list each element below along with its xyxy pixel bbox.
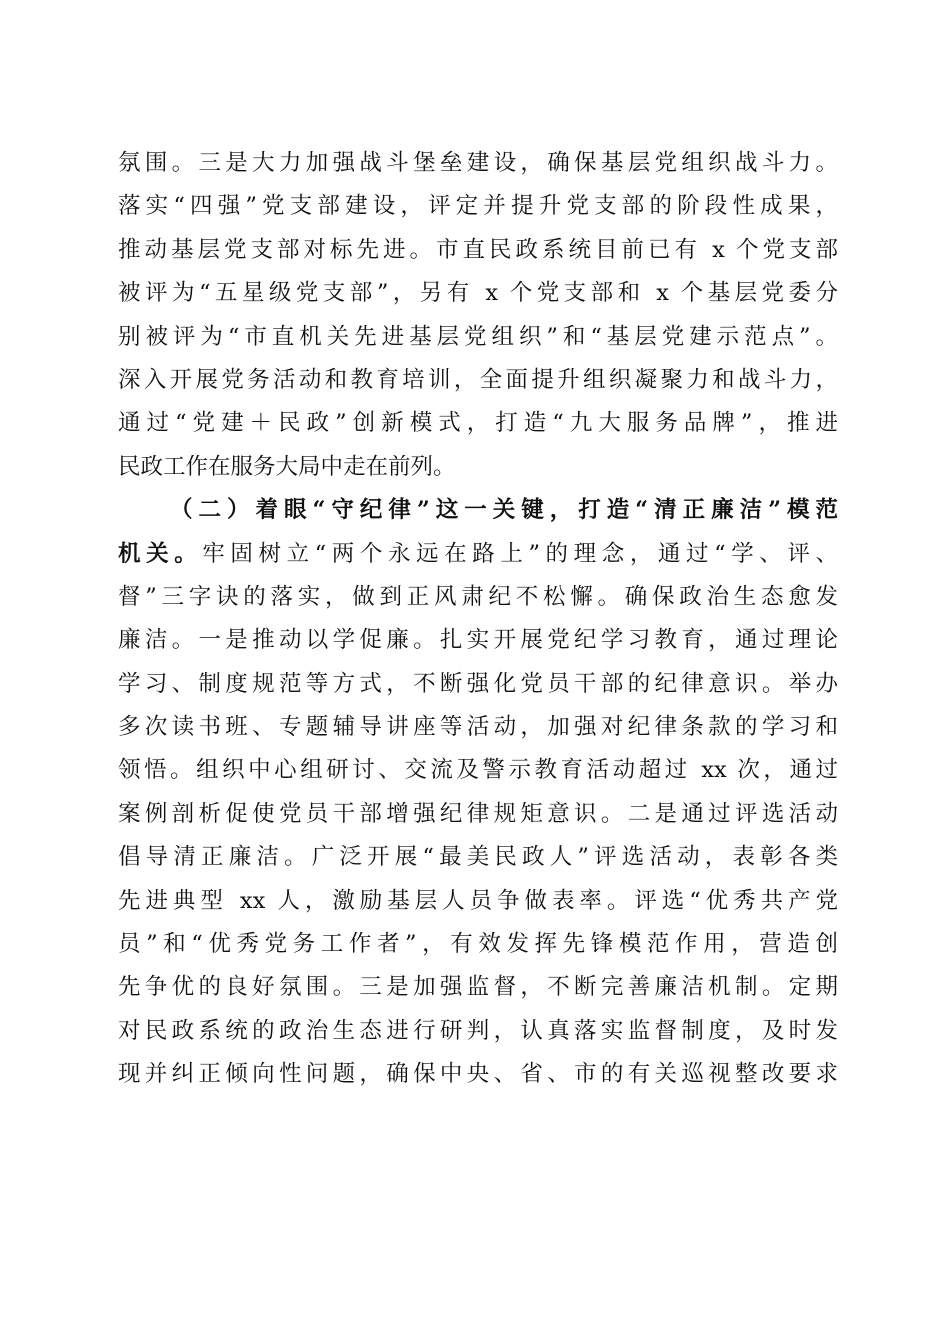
heading-tail: 机关。 [118, 540, 203, 567]
text-line: 通过“党建＋民政”创新模式，打造“九大服务品牌”，推进 [118, 410, 838, 437]
text-line: 案例剖析促使党员干部增强纪律规矩意识。二是通过评选活动 [118, 800, 838, 827]
text-line: 落实“四强”党支部建设，评定并提升党支部的阶段性成果， [118, 193, 838, 220]
text-line: 民政工作在服务大局中走在前列。 [118, 453, 456, 480]
text-line: 氛围。三是大力加强战斗堡垒建设，确保基层党组织战斗力。 [118, 150, 838, 176]
text-line: 多次读书班、专题辅导讲座等活动，加强对纪律条款的学习和 [118, 714, 838, 741]
text-line: 倡导清正廉洁。广泛开展“最美民政人”评选活动，表彰各类 [118, 844, 838, 871]
section-heading-continuation [118, 537, 838, 580]
section-heading: （二）着眼“守纪律”这一关键，打造“清正廉洁”模范 [170, 497, 838, 524]
text-line: 学习、制度规范等方式，不断强化党员干部的纪律意识。举办 [118, 670, 838, 697]
text-run: 牢固树立“两个永远在路上”的理念，通过“学、评、 [202, 540, 838, 567]
text-line: 先争优的良好氛围。三是加强监督，不断完善廉洁机制。定期 [118, 974, 838, 1001]
text-line: 领悟。组织中心组研讨、交流及警示教育活动超过 xx 次，通过 [118, 757, 838, 784]
text-line: 推动基层党支部对标先进。市直民政系统目前已有 x 个党支部 [118, 236, 838, 263]
text-line: 员”和“优秀党务工作者”，有效发挥先锋模范作用，营造创 [118, 931, 838, 958]
body-text [118, 146, 838, 1101]
text-line: 被评为“五星级党支部”，另有 x 个党支部和 x 个基层党委分 [118, 280, 838, 307]
text-line: 督”三字诀的落实，做到正风肃纪不松懈。确保政治生态愈发 [118, 583, 838, 610]
text-line: 深入开展党务活动和教育培训，全面提升组织凝聚力和战斗力， [118, 366, 838, 393]
text-line: 先进典型 xx 人，激励基层人员争做表率。评选“优秀共产党 [118, 887, 838, 914]
text-line: 对民政系统的政治生态进行研判，认真落实监督制度，及时发 [118, 1017, 838, 1044]
text-line: 现并纠正倾向性问题，确保中央、省、市的有关巡视整改要求 [118, 1061, 838, 1088]
text-line: 廉洁。一是推动以学促廉。扎实开展党纪学习教育，通过理论 [118, 627, 838, 654]
text-line: 别被评为“市直机关先进基层党组织”和“基层党建示范点”。 [118, 323, 838, 350]
